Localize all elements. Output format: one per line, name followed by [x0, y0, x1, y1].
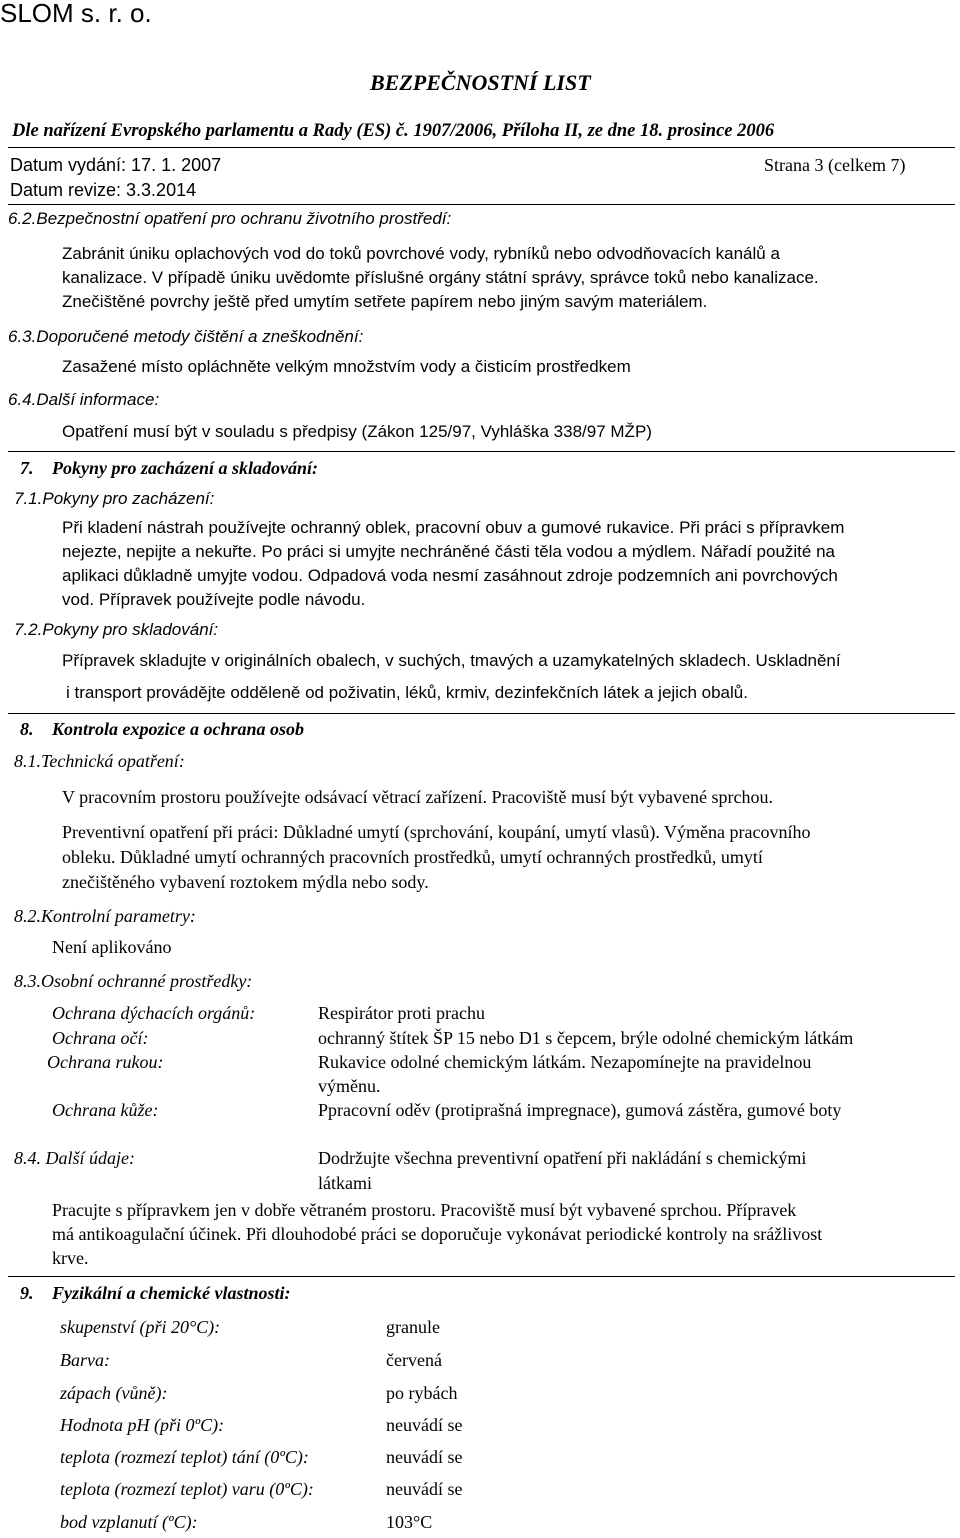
section-8-4-value: látkami: [318, 1173, 372, 1193]
property-label: Hodnota pH (při 0ºC):: [60, 1415, 225, 1435]
property-label: skupenství (při 20°C):: [60, 1317, 221, 1337]
divider: [8, 1276, 955, 1277]
property-label: Barva:: [60, 1350, 110, 1370]
section-8-1-line: obleku. Důkladné umytí ochranných pracovních prostředků, umytí ochranných prostředků, umytí: [62, 847, 763, 867]
section-6-4-text: Opatření musí být v souladu s předpisy (Zákon 125/97, Vyhláška 338/97 MŽP): [62, 422, 652, 441]
section-8-1-line: Preventivní opatření při práci: Důkladné umytí (sprchování, koupání, umytí vlasů). Výměna pracovního: [62, 822, 811, 842]
section-6-2-line: Znečištěné povrchy ještě před umytím setřete papírem nebo jiným savým materiálem.: [62, 292, 708, 311]
section-9-heading: Fyzikální a chemické vlastnosti:: [52, 1283, 291, 1303]
property-label: bod vzplanutí (ºC):: [60, 1512, 198, 1532]
property-value: 103°C: [386, 1512, 433, 1532]
section-7-2-heading: 7.2.Pokyny pro skladování:: [14, 620, 219, 639]
section-8-1-line: znečištěného vybavení roztokem mýdla nebo sody.: [62, 872, 429, 892]
section-6-2-line: Zabránit úniku oplachových vod do toků povrchové vody, rybníků nebo odvodňovacích kanálů a: [62, 244, 780, 263]
property-label: zápach (vůně):: [60, 1383, 168, 1403]
property-value: neuvádí se: [386, 1447, 463, 1467]
section-8-4-line: Pracujte s přípravkem jen v dobře větraném prostoru. Pracoviště musí být vybavené sprchou. Přípravek: [52, 1200, 797, 1220]
section-7-1-line: aplikaci důkladně umyjte vodou. Odpadová voda nesmí zasáhnout zdroje podzemních ani povrchových: [62, 566, 838, 585]
section-8-number: 8.: [20, 719, 34, 739]
property-label: teplota (rozmezí teplot) tání (0ºC):: [60, 1447, 309, 1467]
section-6-4-heading: 6.4.Další informace:: [8, 390, 160, 409]
section-6-3-text: Zasažené místo opláchněte velkým množstvím vody a čisticím prostředkem: [62, 357, 631, 376]
header-divider-bottom: [8, 204, 955, 205]
section-8-3-heading: 8.3.Osobní ochranné prostředky:: [14, 971, 253, 991]
section-8-2-heading: 8.2.Kontrolní parametry:: [14, 906, 196, 926]
ppe-label: Ochrana kůže:: [52, 1100, 159, 1120]
section-6-2-heading: 6.2.Bezpečnostní opatření pro ochranu životního prostředí:: [8, 209, 452, 228]
ppe-value: Rukavice odolné chemickým látkám. Nezapomínejte na pravidelnou: [318, 1052, 812, 1072]
regulation-line: Dle nařízení Evropského parlamentu a Rady (ES) č. 1907/2006, Příloha II, ze dne 18. prosince 2006: [12, 121, 775, 141]
section-7-2-line: Přípravek skladujte v originálních obalech, v suchých, tmavých a uzamykatelných skladech. Uskladnění: [62, 651, 841, 670]
document-title: BEZPEČNOSTNÍ LIST: [370, 70, 591, 95]
property-value: červená: [386, 1350, 442, 1370]
section-8-4-value: Dodržujte všechna preventivní opatření při nakládání s chemickými: [318, 1148, 807, 1168]
section-8-1-heading: 8.1.Technická opatření:: [14, 751, 185, 771]
ppe-label: Ochrana rukou:: [47, 1052, 164, 1072]
property-value: neuvádí se: [386, 1415, 463, 1435]
section-8-2-text: Není aplikováno: [52, 937, 172, 957]
ppe-value: ochranný štítek ŠP 15 nebo D1 s čepcem, brýle odolné chemickým látkám: [318, 1028, 854, 1048]
section-8-4-line: má antikoagulační účinek. Při dlouhodobé práci se doporučuje vykonávat periodické kontroly na srážlivost: [52, 1224, 823, 1244]
page-number: Strana 3 (celkem 7): [764, 155, 906, 175]
section-9-number: 9.: [20, 1283, 34, 1303]
ppe-value: výměnu.: [318, 1076, 381, 1096]
property-value: neuvádí se: [386, 1479, 463, 1499]
ppe-label: Ochrana očí:: [52, 1028, 149, 1048]
property-value: po rybách: [386, 1383, 458, 1403]
section-7-1-heading: 7.1.Pokyny pro zacházení:: [14, 489, 215, 508]
section-8-4-line: krve.: [52, 1248, 89, 1268]
section-7-2-line: i transport provádějte odděleně od poživatin, léků, krmiv, dezinfekčních látek a jejich obalů.: [66, 683, 748, 702]
section-7-1-line: vod. Přípravek používejte podle návodu.: [62, 590, 366, 609]
section-6-3-heading: 6.3.Doporučené metody čištění a zneškodnění:: [8, 327, 364, 346]
section-7-number: 7.: [20, 458, 34, 478]
ppe-value: Ppracovní oděv (protiprašná impregnace), gumová zástěra, gumové boty: [318, 1100, 842, 1120]
section-8-1-line: V pracovním prostoru používejte odsávací větrací zařízení. Pracoviště musí být vybavené sprchou.: [62, 787, 773, 807]
section-7-1-line: Při kladení nástrah používejte ochranný oblek, pracovní obuv a gumové rukavice. Při práci s přípravkem: [62, 518, 845, 537]
ppe-value: Respirátor proti prachu: [318, 1003, 485, 1023]
section-6-2-line: kanalizace. V případě úniku uvědomte příslušné orgány státní správy, správce toků nebo kanalizace.: [62, 268, 819, 287]
section-7-1-line: nejezte, nepijte a nekuřte. Po práci si umyjte nechráněné části těla vodou a mýdlem. Nářadí použité na: [62, 542, 835, 561]
divider: [8, 451, 955, 452]
header-divider-top: [8, 147, 955, 148]
divider: [8, 713, 955, 714]
property-label: teplota (rozmezí teplot) varu (0ºC):: [60, 1479, 314, 1499]
company-name: SLOM s. r. o.: [0, 0, 152, 28]
property-value: granule: [386, 1317, 440, 1337]
revision-date: Datum revize: 3.3.2014: [10, 180, 197, 200]
section-8-heading: Kontrola expozice a ochrana osob: [52, 719, 305, 739]
section-7-heading: Pokyny pro zacházení a skladování:: [52, 458, 319, 478]
ppe-label: Ochrana dýchacích orgánů:: [52, 1003, 256, 1023]
section-8-4-heading: 8.4. Další údaje:: [14, 1148, 135, 1168]
issue-date: Datum vydání: 17. 1. 2007: [10, 155, 222, 175]
